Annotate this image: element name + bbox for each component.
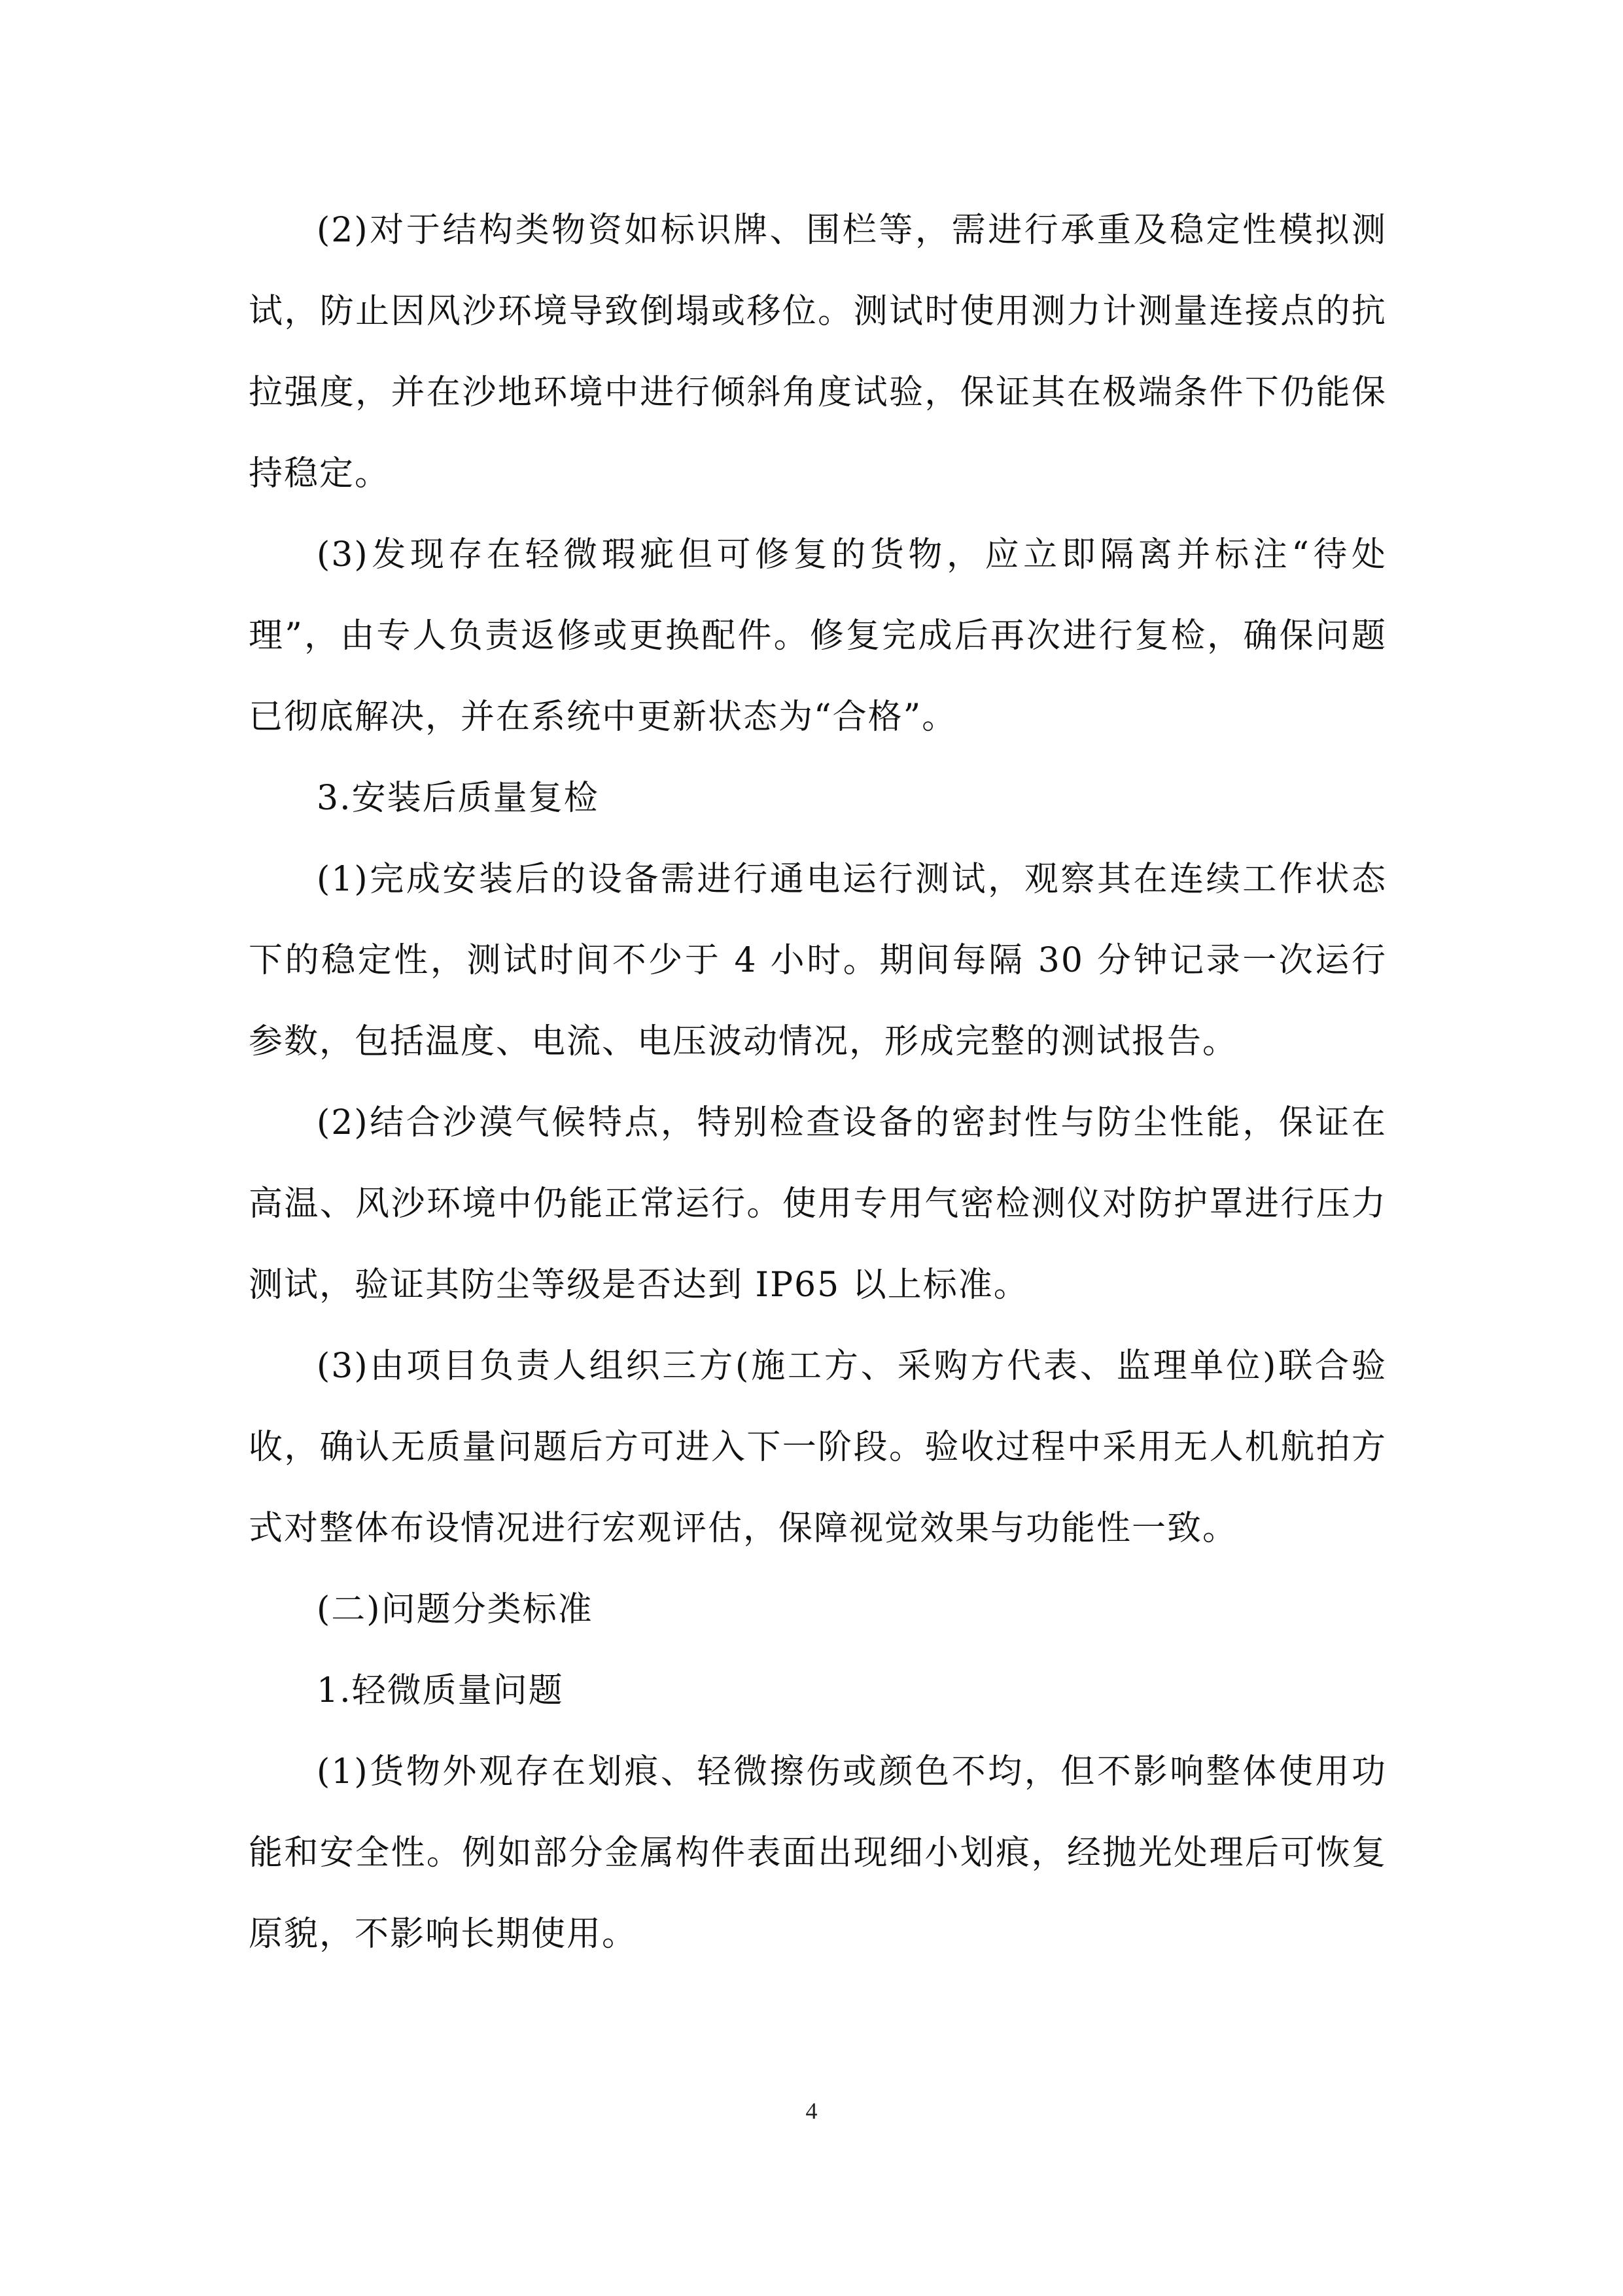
paragraph-sealing-dustproof-check: (2)结合沙漠气候特点，特别检查设备的密封性与防尘性能，保证在高温、风沙环境中仍能正常运行。使用专用气密检测仪对防护罩进行压力测试，验证其防尘等级是否达到 IP65 以上标准。 — [249, 1103, 1387, 1305]
section-heading-problem-classification: (二)问题分类标准 — [317, 1590, 593, 1629]
section-heading-post-install-recheck: 3.安装后质量复检 — [317, 779, 599, 818]
paragraph-joint-acceptance: (3)由项目负责人组织三方(施工方、采购方代表、监理单位)联合验收，确认无质量问题后方可进入下一阶段。验收过程中采用无人机航拍方式对整体布设情况进行宏观评估，保障视觉效果与功能性一致。 — [249, 1347, 1387, 1548]
paragraph-structural-goods-test: (2)对于结构类物资如标识牌、围栏等，需进行承重及稳定性模拟测试，防止因风沙环境导致倒塌或移位。测试时使用测力计测量连接点的抗拉强度，并在沙地环境中进行倾斜角度试验，保证其在极端条件下仍能保持稳定。 — [249, 211, 1387, 493]
document-body — [249, 190, 1387, 1975]
page-number: 4 — [805, 2098, 818, 2124]
section-heading-minor-quality-issues: 1.轻微质量问题 — [317, 1671, 564, 1710]
paragraph-minor-defect-handling: (3)发现存在轻微瑕疵但可修复的货物，应立即隔离并标注“待处理”，由专人负责返修或更换配件。修复完成后再次进行复检，确保问题已彻底解决，并在系统中更新状态为“合格”。 — [249, 535, 1387, 737]
paragraph-appearance-scratches: (1)货物外观存在划痕、轻微擦伤或颜色不均，但不影响整体使用功能和安全性。例如部分金属构件表面出现细小划痕，经抛光处理后可恢复原貌，不影响长期使用。 — [249, 1752, 1387, 1954]
paragraph-power-on-test: (1)完成安装后的设备需进行通电运行测试，观察其在连续工作状态下的稳定性，测试时间不少于 4 小时。期间每隔 30 分钟记录一次运行参数，包括温度、电流、电压波动情况，形成完整的测试报告。 — [249, 860, 1387, 1061]
